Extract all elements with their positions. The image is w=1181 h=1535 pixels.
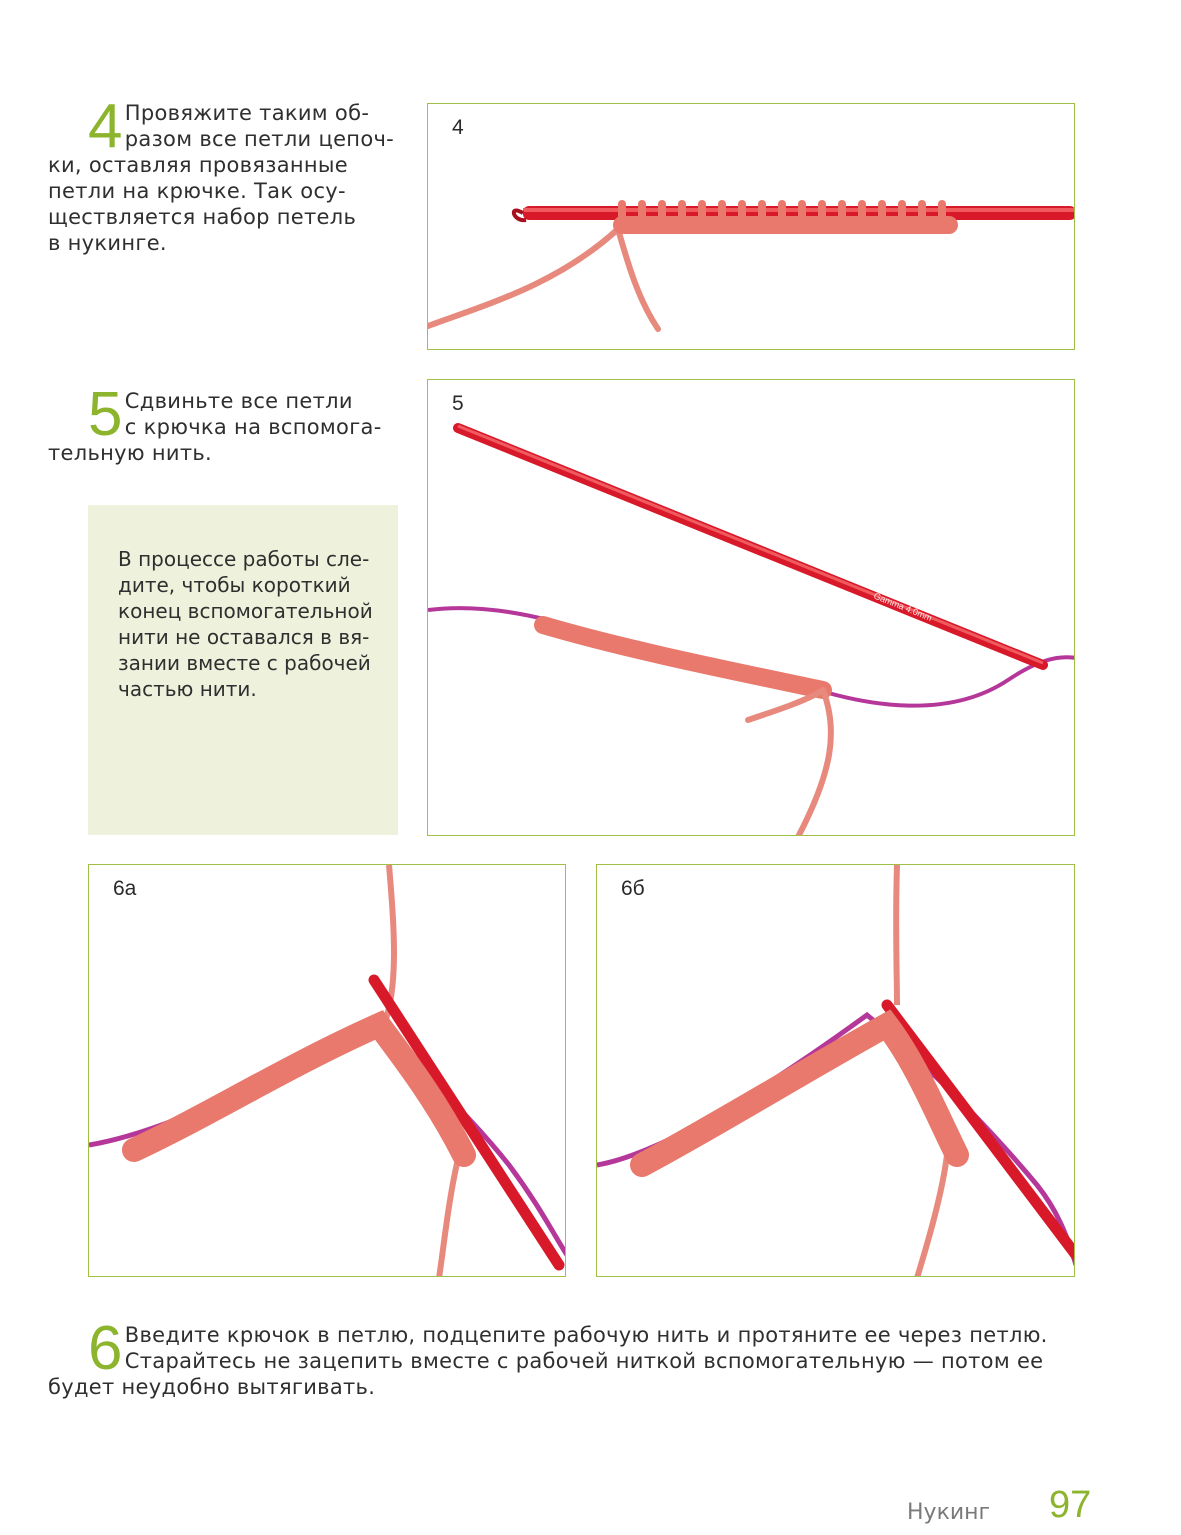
photo-label: 6а bbox=[113, 877, 137, 900]
tip-line: частью нити. bbox=[118, 677, 257, 701]
step-5-text bbox=[48, 380, 408, 466]
footer-section-title: Нукинг bbox=[907, 1500, 991, 1525]
tip-line: дите, чтобы короткий bbox=[118, 573, 351, 597]
step-6-line: Старайтесь не зацепить вместе с рабочей ниткой вспомогательную — потом ее bbox=[124, 1349, 1044, 1373]
hook-with-loops-illustration bbox=[428, 104, 1075, 350]
page-number: 97 bbox=[1049, 1484, 1092, 1526]
step-6-text bbox=[48, 1314, 1088, 1400]
step-4-text bbox=[48, 92, 408, 256]
step-4-line: ки, оставляя провязанные bbox=[48, 153, 349, 177]
photo-label: 6б bbox=[621, 877, 645, 900]
step-4-line: петли на крючке. Так осу- bbox=[48, 179, 346, 203]
hook-marking: Gamma 4.0mm bbox=[872, 590, 934, 624]
tip-line: В процессе работы сле- bbox=[118, 547, 370, 571]
step-6-line: будет неудобно вытягивать. bbox=[48, 1375, 376, 1399]
step-5-line: тельную нить. bbox=[48, 441, 213, 465]
tip-line: нити не оставался в вя- bbox=[118, 625, 370, 649]
step-6-number: 6 bbox=[88, 1314, 123, 1383]
knitting-corner-illustration bbox=[597, 865, 1075, 1277]
step-6-line: Введите крючок в петлю, подцепите рабочую нить и протяните ее через петлю. bbox=[124, 1323, 1048, 1347]
step-4-line: разом все петли цепоч- bbox=[124, 127, 395, 151]
step-4-line: ществляется набор петель bbox=[48, 205, 357, 229]
step-4-number: 4 bbox=[88, 92, 123, 161]
photo-step-6a bbox=[88, 864, 566, 1277]
hook-and-aux-thread-illustration bbox=[428, 380, 1075, 836]
step-4-line: в нукинге. bbox=[48, 231, 167, 255]
photo-label: 4 bbox=[452, 116, 464, 139]
photo-step-6b bbox=[596, 864, 1075, 1277]
photo-step-4 bbox=[427, 103, 1075, 350]
knitting-corner-illustration bbox=[89, 865, 566, 1277]
photo-step-5 bbox=[427, 379, 1075, 836]
tip-box bbox=[88, 505, 398, 835]
tip-line: зании вместе с рабочей bbox=[118, 651, 371, 675]
step-5-line: с крючка на вспомога- bbox=[124, 415, 382, 439]
step-4-line: Провяжите таким об- bbox=[124, 101, 370, 125]
tip-line: конец вспомогательной bbox=[118, 599, 373, 623]
photo-label: 5 bbox=[452, 392, 464, 415]
step-5-line: Сдвиньте все петли bbox=[124, 389, 353, 413]
step-5-number: 5 bbox=[88, 380, 123, 449]
